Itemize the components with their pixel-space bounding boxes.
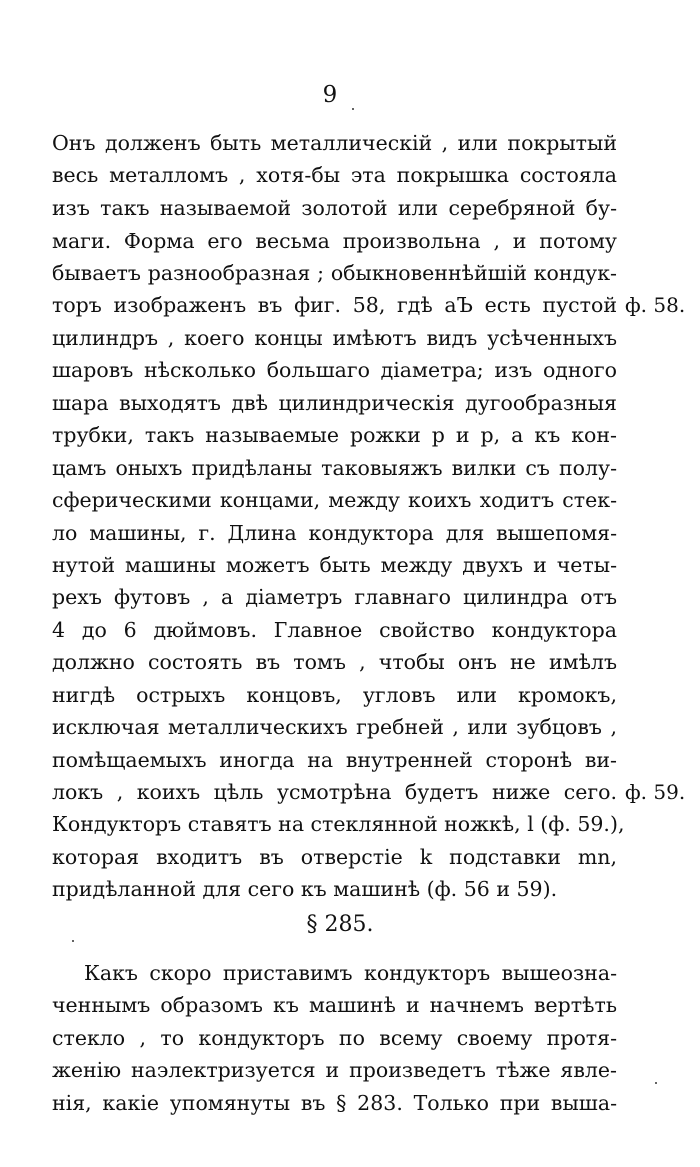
text-line: трубки, такъ называемые рожки р и р, а къ кон- bbox=[52, 423, 617, 447]
text-line: Кондукторъ ставятъ на стеклянной ножкѣ, l (ф. 59.), bbox=[52, 812, 625, 836]
ink-speck bbox=[655, 1082, 657, 1084]
text-line: шаровъ нѣсколько большаго діаметра; изъ одного bbox=[52, 358, 617, 382]
text-line: цилиндръ , коего концы имѣютъ видъ усѣченныхъ bbox=[52, 326, 617, 350]
section-heading: § 285. bbox=[306, 912, 374, 937]
text-line: цамъ оныхъ придѣланы таковыяжъ вилки съ полу- bbox=[52, 456, 617, 480]
text-line: женію наэлектризуется и произведетъ тѣже явле- bbox=[52, 1058, 617, 1082]
text-line: рехъ футовъ , а діаметръ главнаго цилиндра отъ bbox=[52, 585, 617, 609]
text-line: исключая металлическихъ гребней , или зубцовъ , bbox=[52, 715, 617, 739]
text-line: ло машины, г. Длина кондуктора для вышепомя- bbox=[52, 521, 617, 545]
page-number: 9 bbox=[322, 82, 338, 108]
text-line: стекло , то кондукторъ по всему своему протя- bbox=[52, 1026, 617, 1050]
text-line: торъ изображенъ въ фиг. 58, гдѣ аЪ есть пустой bbox=[52, 293, 617, 317]
text-line: ченнымъ образомъ къ машинѣ и начнемъ вертѣть bbox=[52, 993, 617, 1017]
margin-note-fig-59: ф. 59. bbox=[625, 780, 686, 804]
text-line: сферическими концами, между коихъ ходитъ стек- bbox=[52, 488, 617, 512]
text-line: Онъ долженъ быть металлическій , или покрытый bbox=[52, 131, 617, 155]
text-line: которая входитъ въ отверстіе k подставки mn, bbox=[52, 845, 617, 869]
text-line: Какъ скоро приставимъ кондукторъ вышеозна- bbox=[84, 961, 617, 985]
text-line: изъ такъ называемой золотой или серебряной бу- bbox=[52, 196, 617, 220]
ink-speck bbox=[72, 940, 74, 942]
text-line: должно состоять въ томъ , чтобы онъ не имѣлъ bbox=[52, 650, 617, 674]
text-line: нигдѣ острыхъ концовъ, угловъ или кромокъ, bbox=[52, 683, 617, 707]
text-line: весь металломъ , хотя-бы эта покрышка состояла bbox=[52, 163, 617, 187]
text-line: помѣщаемыхъ иногда на внутренней сторонѣ ви- bbox=[52, 748, 617, 772]
margin-note-fig-58: ф. 58. bbox=[625, 293, 686, 317]
ink-speck bbox=[352, 108, 354, 110]
text-line: 4 до 6 дюймовъ. Главное свойство кондуктора bbox=[52, 618, 617, 642]
text-line: шара выходятъ двѣ цилиндрическія дугообразныя bbox=[52, 391, 617, 415]
text-line: локъ , коихъ цѣль усмотрѣна будетъ ниже сего. bbox=[52, 780, 617, 804]
text-line: нутой машины можетъ быть между двухъ и четы- bbox=[52, 553, 617, 577]
text-line: нія, какіе упомянуты въ § 283. Только при выша- bbox=[52, 1091, 617, 1115]
text-line: бываетъ разнообразная ; обыкновеннѣйшій кондук- bbox=[52, 261, 617, 285]
text-line: придѣланной для сего къ машинѣ (ф. 56 и 59). bbox=[52, 877, 558, 901]
text-line: маги. Форма его весьма произвольна , и потому bbox=[52, 229, 617, 253]
